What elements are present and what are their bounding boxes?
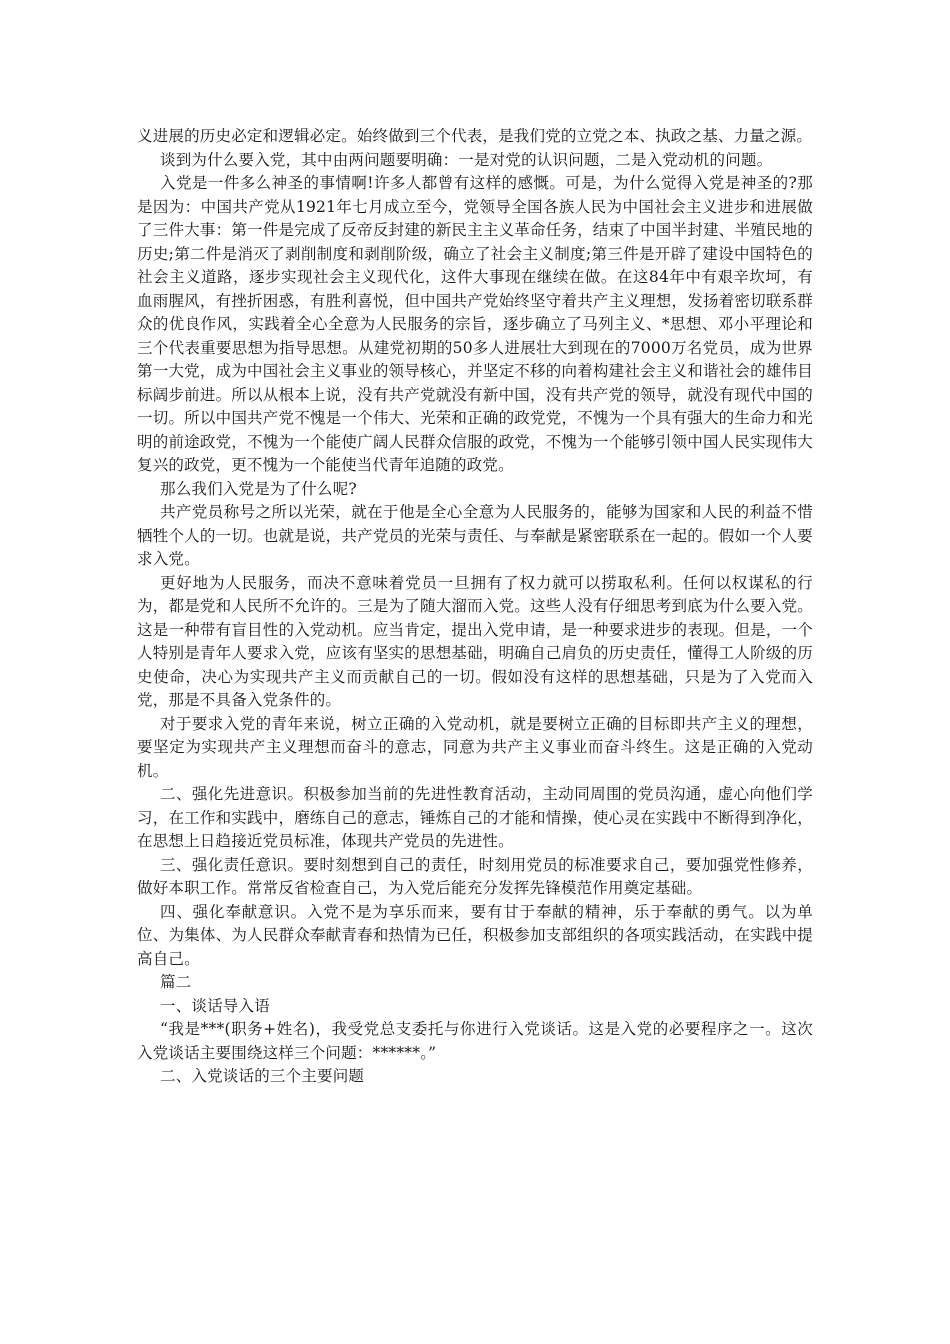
paragraph: 二、强化先进意识。积极参加当前的先进性教育活动，主动同周围的党员沟通，虚心向他们学习，在工作和实践中，磨练自己的意志，锤炼自己的才能和情操，使心灵在实践中不断得到净化，在思想上日趋接近党员标准，体现共产党员的先进性。 — [137, 785, 813, 850]
paragraph: 对于要求入党的青年来说，树立正确的入党动机，就是要树立正确的目标即共产主义的理想，要坚定为实现共产主义理想而奋斗的意志，同意为共产主义事业而奋斗终生。这是正确的入党动机。 — [137, 714, 813, 780]
paragraph: 更好地为人民服务，而决不意味着党员一旦拥有了权力就可以捞取私利。任何以权谋私的行为，都是党和人民所不允许的。三是为了随大溜而入党。这些人没有仔细思考到底为什么要入党。这是一种带有盲目性的入党动机。应当肯定，提出入党申请，是一种要求进步的表现。但是，一个人特别是青年人要求入党，应该有坚实的思想基础，明确自己肩负的历史责任，懂得工人阶级的历史使命，决心为实现共产主义而贡献自己的一切。假如没有这样的思想基础，只是为了入党而入党，那是不具备入党条件的。 — [137, 573, 813, 709]
paragraph: 四、强化奉献意识。入党不是为享乐而来，要有甘于奉献的精神，乐于奉献的勇气。以为单位、为集体、为人民群众奉献青春和热情为已任，积极参加支部组织的各项实践活动，在实践中提高自己。 — [137, 902, 813, 968]
section-heading: 篇二 — [160, 973, 192, 991]
paragraph: 那么我们入党是为了什么呢? — [160, 479, 357, 498]
paragraph: 三、强化责任意识。要时刻想到自己的责任，时刻用党员的标准要求自己，要加强党性修养，做好本职工作。常常反省检查自己，为入党后能充分发挥先锋模范作用奠定基础。 — [137, 855, 813, 897]
document-body — [137, 125, 813, 1089]
section-heading: 一、谈话导入语 — [160, 996, 270, 1015]
paragraph: 共产党员称号之所以光荣，就在于他是全心全意为人民服务的，能够为国家和人民的利益不惜牺牲个人的一切。也就是说，共产党员的光荣与责任、与奉献是紧密联系在一起的。假如一个人要求入党。 — [137, 503, 813, 568]
paragraph: 入党是一件多么神圣的事情啊!许多人都曾有这样的感慨。可是，为什么觉得入党是神圣的?那是因为：中国共产党从1921年七月成立至今，党领导全国各族人民为中国社会主义进步和进展做了三件大事：第一件是完成了反帝反封建的新民主主义革命任务，结束了中国半封建、半殖民地的历史;第二件是消灭了剥削制度和剥削阶级，确立了社会主义制度;第三件是开辟了建设中国特色的社会主义道路，逐步实现社会主义现代化，这件大事现在继续在做。在这84年中有艰辛坎坷，有血雨腥风，有挫折困惑，有胜利喜悦，但中国共产党始终坚守着共产主义理想，发扬着密切联系群众的优良作风，实践着全心全意为人民服务的宗旨，逐步确立了马列主义、*思想、邓小平理论和三个代表重要思想为指导思想。从建党初期的50多人进展壮大到现在的7000万名党员，成为世界第一大党，成为中国社会主义事业的领导核心，并坚定不移的向着构建社会主义和谐社会的雄伟目标阔步前进。所以从根本上说，没有共产党就没有新中国，没有共产党的领导，就没有现代中国的一切。所以中国共产党不愧是一个伟大、光荣和正确的政党党，不愧为一个具有强大的生命力和光明的前途政党，不愧为一个能使广阔人民群众信服的政党，不愧为一个能够引领中国人民实现伟大复兴的政党，更不愧为一个能使当代青年追随的政党。 — [137, 174, 813, 474]
section-heading: 二、入党谈话的三个主要问题 — [160, 1067, 365, 1085]
paragraph: 谈到为什么要入党，其中由两问题要明确：一是对党的认识问题，二是入党动机的问题。 — [160, 150, 773, 169]
paragraph: “我是***(职务+姓名)，我受党总支委托与你进行入党谈话。这是入党的必要程序之一。这次入党谈话主要围绕这样三个问题：******。” — [137, 1020, 813, 1062]
paragraph: 义进展的历史必定和逻辑必定。始终做到三个代表，是我们党的立党之本、执政之基、力量之源。 — [137, 127, 813, 145]
